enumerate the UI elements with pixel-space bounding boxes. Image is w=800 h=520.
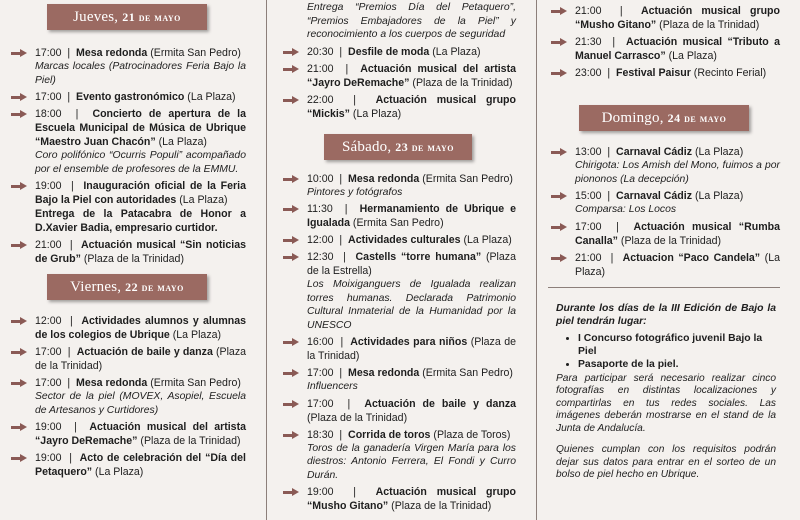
- arrow-right-icon: [11, 348, 27, 356]
- arrow-right-icon: [11, 110, 27, 118]
- banner-day: Sábado,: [342, 138, 392, 155]
- event-title: Actuación musical grupo “Musho Gitano”: [575, 5, 780, 31]
- arrow-right-icon: [11, 49, 27, 57]
- event-title: Corrida de toros: [348, 428, 431, 441]
- section-divider: [548, 287, 780, 288]
- event-time: 12:00: [35, 315, 62, 327]
- column-saturday: [280, 0, 519, 520]
- arrow-right-icon: [283, 338, 299, 346]
- banner-day: Viernes,: [70, 279, 122, 295]
- event-time: 21:00: [575, 251, 602, 264]
- event-title: Festival Paisur: [616, 67, 691, 79]
- event-place: (Plaza de la Estrella): [307, 251, 519, 277]
- arrow-right-icon: [283, 253, 299, 261]
- arrow-right-icon: [283, 488, 299, 496]
- arrow-right-icon: [551, 254, 567, 262]
- event-place: (La Plaza): [184, 91, 236, 103]
- arrow-right-icon: [11, 423, 27, 431]
- event-item: [548, 35, 780, 63]
- info-paragraph: Para participar será necesario realizar cinco fotografías en distintas localizaciones y compartirlas en tus redes sociales. Las imágenes deberán mostrarse en el stand de la Junta de Andalucía.: [556, 372, 776, 434]
- event-place: (La Plaza): [429, 45, 481, 58]
- event-place: (Ermita San Pedro): [147, 47, 241, 59]
- event-time: 21:00: [575, 5, 602, 17]
- event-title: Actuación musical grupo “Mickis”: [307, 93, 516, 120]
- arrow-right-icon: [551, 148, 567, 156]
- info-item: • I Concurso fotográfico juvenil Bajo la Piel: [578, 332, 780, 358]
- event-time: 16:00: [307, 336, 334, 348]
- day-banner-friday: [47, 274, 207, 300]
- separator: |: [333, 93, 376, 106]
- day-banner-thursday: [47, 4, 207, 30]
- event-note: Comparsa: Los Locos: [575, 204, 677, 215]
- separator: |: [333, 234, 349, 246]
- event-place: (La Plaza): [692, 190, 744, 202]
- event-time: 21:00: [35, 239, 62, 251]
- event-time: 17:00: [35, 377, 62, 389]
- event-list-sunday: [548, 145, 783, 279]
- day-banner-sunday: [579, 105, 749, 131]
- event-place: (Plaza de la Trinidad): [307, 397, 519, 424]
- event-title: Mesa redonda: [76, 377, 148, 389]
- event-note: Influencers: [307, 381, 358, 392]
- event-title: Actuación musical del artista “Jayro DeRemache”: [35, 421, 246, 447]
- event-note: Toros de la ganadería Virgen María para los diestros: Antonio Ferrera, El Fondi y Curro Durán.: [307, 442, 516, 481]
- separator: |: [333, 336, 351, 348]
- separator: |: [61, 315, 82, 327]
- event-place: (Plaza de la Trinidad): [35, 346, 249, 372]
- separator: |: [333, 428, 349, 441]
- arrow-right-icon: [283, 48, 299, 56]
- event-place: (Plaza de la Trinidad): [617, 234, 722, 247]
- arrow-right-icon: [551, 69, 567, 77]
- event-title: Evento gastronómico: [76, 91, 185, 103]
- event-title: Mesa redonda: [348, 367, 420, 379]
- arrow-right-icon: [551, 7, 567, 15]
- event-item: [8, 314, 246, 342]
- arrow-right-icon: [283, 400, 299, 408]
- event-note: Sector de la piel (MOVEX, Asopiel, Escuela de Artesanos y Curtidores): [35, 391, 246, 416]
- separator: |: [601, 220, 634, 233]
- event-title: Mesa redonda: [348, 172, 420, 185]
- event-extra: [8, 207, 246, 235]
- arrow-right-icon: [11, 454, 27, 462]
- separator: |: [61, 421, 90, 433]
- event-item: [8, 90, 246, 104]
- event-note: Entrega “Premios Día del Petaquero”, “Premios Embajadores de la Piel” y reconocimiento a los cuerpos de seguridad: [307, 2, 516, 40]
- separator: |: [333, 397, 365, 410]
- arrow-right-icon: [283, 65, 299, 73]
- event-place: (La Plaza): [176, 194, 228, 206]
- event-title: Castells “torre humana”: [355, 251, 482, 263]
- separator: |: [61, 346, 77, 358]
- event-note: Coro polifónico “Ocurris Populi” acompañado por el ensemble de profesores de la EMMU.: [35, 150, 246, 175]
- event-title: Carnaval Cádiz: [616, 190, 692, 202]
- banner-date: 24 de mayo: [667, 111, 727, 125]
- event-place: (La Plaza): [665, 50, 717, 62]
- event-place: (Plaza de la Trinidad): [80, 253, 184, 265]
- separator: |: [61, 452, 80, 464]
- event-time: 17:00: [35, 346, 62, 358]
- event-title: Hermanamiento de Ubrique e Igualada: [307, 203, 517, 229]
- event-title: Actuación musical grupo “Musho Gitano”: [307, 486, 516, 512]
- event-place: (Ermita San Pedro): [419, 367, 513, 379]
- separator: |: [61, 239, 81, 251]
- event-item: [280, 62, 516, 90]
- arrow-right-icon: [11, 241, 27, 249]
- event-item: [548, 189, 780, 203]
- event-place: (Plaza de la Trinidad): [656, 19, 760, 31]
- separator: |: [333, 62, 361, 75]
- arrow-right-icon: [283, 175, 299, 183]
- event-time: 13:00: [575, 146, 602, 158]
- event-extra-text: Entrega de la Patacabra de Honor a D.Xavier Badia, empresario curtidor.: [35, 208, 246, 234]
- separator: |: [601, 251, 623, 264]
- event-title: Carnaval Cádiz: [616, 146, 692, 158]
- event-item: [280, 397, 519, 425]
- arrow-right-icon: [283, 431, 299, 439]
- separator: |: [601, 190, 617, 202]
- event-time: 17:00: [35, 47, 62, 59]
- event-item: [8, 179, 246, 207]
- event-item: [280, 172, 516, 186]
- event-time: 12:30: [307, 251, 334, 263]
- event-place: (La Plaza): [169, 329, 222, 341]
- event-item: [280, 45, 516, 59]
- event-time: 10:00: [307, 172, 334, 185]
- event-place: (La Plaza): [349, 107, 402, 120]
- event-title: Actividades para niños: [350, 336, 468, 348]
- arrow-right-icon: [551, 223, 567, 231]
- arrow-right-icon: [11, 317, 27, 325]
- event-time: 18:00: [35, 108, 62, 120]
- event-item: [280, 366, 516, 380]
- event-title: Actuación musical “Rumba Canalla”: [575, 220, 780, 247]
- column-sunday: [548, 0, 783, 520]
- event-time: 21:30: [575, 36, 602, 48]
- event-place: (Plaza de la Trinidad): [307, 336, 519, 362]
- event-place: (Plaza de la Trinidad): [388, 500, 492, 512]
- event-title: Inauguración oficial de la Feria Bajo la Piel con autoridades: [35, 180, 246, 206]
- event-place: (Plaza de la Trinidad): [137, 435, 241, 447]
- event-list-saturday: [280, 172, 519, 514]
- separator: |: [333, 367, 349, 379]
- event-title: Desfile de moda: [348, 45, 430, 58]
- separator: |: [333, 486, 376, 498]
- column-divider-left: [266, 0, 267, 520]
- event-item: [548, 66, 780, 80]
- event-item: [8, 376, 246, 390]
- event-list-friday-continued: [280, 45, 516, 121]
- event-title: Concierto de apertura de la Escuela Municipal de Música de Ubrique “Maestro Juan Chacón”: [35, 108, 246, 148]
- arrow-right-icon: [283, 96, 299, 104]
- event-item: [8, 46, 246, 60]
- event-time: 17:00: [35, 91, 62, 103]
- arrow-right-icon: [283, 236, 299, 244]
- event-title: Actuación de baile y danza: [76, 346, 213, 358]
- arrow-right-icon: [551, 192, 567, 200]
- event-time: 19:00: [307, 486, 334, 498]
- separator: |: [333, 172, 349, 185]
- event-note: Pintores y fotógrafos: [307, 186, 403, 198]
- event-place: (Ermita San Pedro): [349, 217, 444, 229]
- event-item: [8, 345, 249, 373]
- separator: |: [61, 108, 93, 120]
- banner-day: Domingo,: [601, 110, 664, 126]
- event-item: [8, 420, 246, 448]
- event-title: Actuación de baile y danza: [364, 397, 517, 410]
- separator: |: [333, 251, 356, 263]
- event-title: Actuación musical del artista “Jayro DeRemache”: [307, 62, 516, 89]
- event-place: (La Plaza): [460, 234, 512, 246]
- event-time: 20:30: [307, 45, 334, 58]
- event-item: [8, 238, 246, 266]
- event-place: (Plaza de la Trinidad): [409, 76, 513, 89]
- event-item: [280, 202, 516, 230]
- banner-date: 23 de mayo: [395, 139, 454, 154]
- separator: |: [601, 67, 617, 79]
- event-item: [548, 220, 780, 248]
- event-place: (La Plaza): [155, 136, 207, 148]
- arrow-right-icon: [551, 38, 567, 46]
- separator: |: [61, 377, 77, 389]
- arrow-right-icon: [11, 93, 27, 101]
- event-place: (Plaza de Toros): [430, 428, 511, 441]
- separator: |: [601, 36, 626, 48]
- event-time: 17:00: [307, 397, 334, 410]
- event-item: [280, 485, 516, 513]
- event-time: 21:00: [307, 62, 334, 75]
- event-place: (Recinto Ferial): [690, 67, 767, 79]
- event-place: (La Plaza): [692, 146, 744, 158]
- event-place: (La Plaza): [575, 251, 783, 278]
- event-item: [548, 251, 783, 279]
- event-item: [280, 93, 516, 121]
- info-list: [548, 332, 780, 371]
- event-item: [280, 428, 516, 442]
- event-place: (Ermita San Pedro): [147, 377, 241, 389]
- separator: |: [601, 5, 641, 17]
- event-time: 15:00: [575, 190, 602, 202]
- event-item: [548, 4, 780, 32]
- event-item: [280, 335, 519, 363]
- event-time: 18:30: [307, 428, 334, 441]
- event-title: Actuación musical “Sin noticias de Grub”: [35, 239, 246, 265]
- arrow-right-icon: [11, 379, 27, 387]
- event-item: [548, 145, 780, 159]
- event-place: (La Plaza): [92, 466, 144, 478]
- info-title: Durante los días de la III Edición de Bajo la piel tendrán lugar:: [556, 302, 776, 327]
- event-title: Actividades culturales: [348, 234, 461, 246]
- event-note: Los Moixiganguers de Igualada realizan torres humanas. Declarada Patrimonio Cultural Inmaterial de la Humanidad por la UNESCO: [307, 279, 516, 331]
- event-title: Actuación musical “Tributo a Manuel Carrasco”: [575, 36, 781, 62]
- event-list-thursday: [8, 46, 246, 266]
- event-time: 17:00: [575, 220, 602, 233]
- separator: |: [333, 45, 349, 58]
- event-note: Chirigota: Los Amish del Mono, fuimos a por piononos (La decepción): [575, 160, 780, 185]
- event-time: 19:00: [35, 452, 62, 464]
- banner-day: Jueves,: [73, 9, 119, 25]
- event-title: Mesa redonda: [76, 47, 148, 59]
- event-time: 22:00: [307, 93, 334, 106]
- event-time: 17:00: [307, 367, 334, 379]
- info-paragraph: Quienes cumplan con los requisitos podrán dejar sus datos para entrar en el sorteo de un bolso de piel hecho en Ubrique.: [556, 444, 776, 480]
- event-time: 23:00: [575, 67, 602, 79]
- event-title: Actuacion “Paco Candela”: [622, 251, 761, 264]
- event-time: 19:00: [35, 180, 62, 192]
- event-item: [280, 233, 516, 247]
- arrow-right-icon: [11, 182, 27, 190]
- event-place: (Ermita San Pedro): [419, 172, 513, 185]
- arrow-right-icon: [283, 369, 299, 377]
- event-list-friday: [8, 314, 249, 479]
- event-list-saturday-continued: [548, 4, 780, 80]
- separator: |: [61, 47, 77, 59]
- event-item: [280, 250, 519, 278]
- separator: |: [61, 91, 77, 103]
- event-time: 12:00: [307, 234, 334, 246]
- banner-date: 21 de mayo: [122, 10, 181, 24]
- event-item: [8, 107, 246, 149]
- event-time: 19:00: [35, 421, 62, 433]
- separator: |: [61, 180, 84, 192]
- day-banner-saturday: [324, 134, 472, 160]
- column-thursday-friday: [8, 0, 249, 520]
- event-item: [8, 451, 246, 479]
- separator: |: [601, 146, 617, 158]
- separator: |: [332, 203, 360, 215]
- event-title: Actividades alumnos y alumnas de los colegios de Ubrique: [35, 315, 246, 341]
- event-note: Marcas locales (Patrocinadores Feria Bajo la Piel): [35, 61, 246, 86]
- info-item: • Pasaporte de la piel.: [578, 358, 780, 371]
- banner-date: 22 de mayo: [125, 280, 184, 294]
- event-time: 11:30: [307, 203, 333, 215]
- arrow-right-icon: [283, 205, 299, 213]
- event-title: Acto de celebración del “Día del Petaquero”: [35, 452, 246, 478]
- column-divider-right: [536, 0, 537, 520]
